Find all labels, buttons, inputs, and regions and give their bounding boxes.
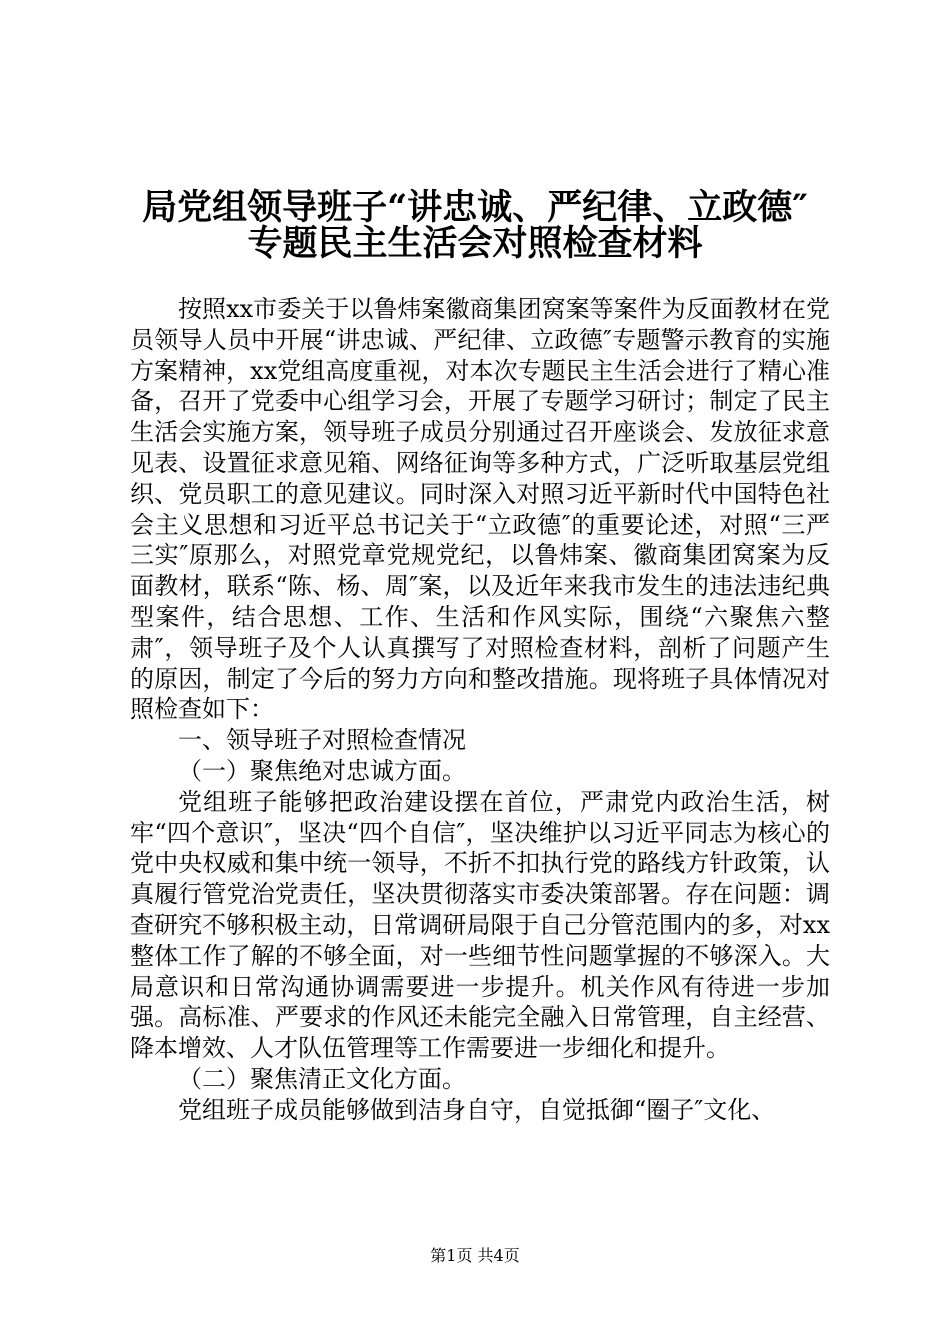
document-title-line-2: 专题民主生活会对照检查材料 <box>247 223 703 264</box>
document-title-line-1: 局党组领导班子“讲忠诚、严纪律、立政德″ <box>142 187 808 228</box>
subsection-heading-2: （二）聚焦清正文化方面。 <box>178 1064 466 1093</box>
page-number: 第1页 共4页 <box>430 1246 520 1265</box>
section-heading-1: 一、领导班子对照检查情况 <box>178 726 466 755</box>
document-body <box>130 294 830 1126</box>
subsection-heading-1: （一）聚焦绝对忠诚方面。 <box>178 756 466 785</box>
paragraph-loyalty: 党组班子能够把政治建设摆在首位，严肃党内政治生活，树牢“四个意识″，坚决“四个自信″，坚决维护以习近平同志为核心的党中央权威和集中统一领导，不折不扣执行党的路线方针政策，认真履行管党治党责任，坚决贯彻落实市委决策部署。存在问题：调查研究不够积极主动，日常调研局限于自己分管范围内的多，对xx整体工作了解的不够全面，对一些细节性问题掌握的不够深入。大局意识和日常沟通协调需要进一步提升。机关作风有待进一步加强。高标准、严要求的作风还未能完全融入日常管理，自主经营、降本增效、人才队伍管理等工作需要进一步细化和提升。 <box>130 787 830 1063</box>
paragraph-intro: 按照xx市委关于以鲁炜案徽商集团窝案等案件为反面教材在党员领导人员中开展“讲忠诚、严纪律、立政德″专题警示教育的实施方案精神，xx党组高度重视，对本次专题民主生活会进行了精心准备，召开了党委中心组学习会，开展了专题学习研讨；制定了民主生活会实施方案，领导班子成员分别通过召开座谈会、发放征求意见表、设置征求意见箱、网络征询等多种方式，广泛听取基层党组织、党员职工的意见建议。同时深入对照习近平新时代中国特色社会主义思想和习近平总书记关于“立政德″的重要论述，对照“三严三实″原那么，对照党章党规党纪，以鲁炜案、徽商集团窝案为反面教材，联系“陈、杨、周″案，以及近年来我市发生的违法违纪典型案件，结合思想、工作、生活和作风实际，围绕“六聚焦六整肃″，领导班子及个人认真撰写了对照检查材料，剖析了问题产生的原因，制定了今后的努力方向和整改措施。现将班子具体情况对照检查如下： <box>130 295 830 724</box>
paragraph-integrity: 党组班子成员能够做到洁身自守，自觉抵御“圈子″文化、 <box>178 1095 776 1124</box>
